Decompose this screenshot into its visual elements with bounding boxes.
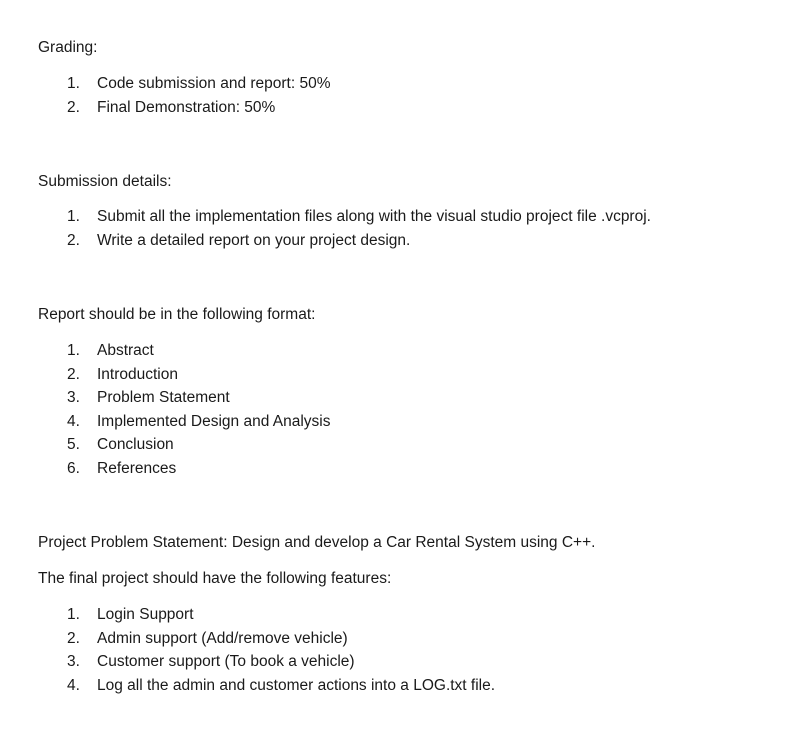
grading-list [67,74,331,121]
list-number: 1. [67,75,80,92]
list-text: Customer support (To book a vehicle) [97,653,355,671]
report-format-heading: Report should be in the following format: [38,306,316,323]
list-number: 5. [67,436,80,454]
list-item [67,341,331,365]
list-number: 2. [67,98,80,116]
list-item [67,388,331,412]
list-text: Write a detailed report on your project design. [97,231,411,249]
list-item [67,605,495,629]
list-text: Code submission and report: 50% [97,75,331,92]
list-number: 1. [67,606,80,623]
list-text: Submit all the implementation files along with the visual studio project file .vcproj. [97,208,651,225]
list-item [67,629,495,653]
project-problem-statement: Project Problem Statement: Design and develop a Car Rental System using C++. [38,534,596,551]
features-heading: The final project should have the following features: [38,570,392,587]
list-item [67,676,495,700]
list-number: 2. [67,231,80,249]
list-text: Log all the admin and customer actions into a LOG.txt file. [97,676,496,694]
list-item [67,435,331,459]
list-text: References [97,459,177,477]
grading-heading: Grading: [38,39,98,56]
list-item [67,74,331,98]
list-text: Abstract [97,342,154,359]
list-number: 2. [67,629,80,647]
list-number: 2. [67,365,80,383]
list-number: 3. [67,389,80,407]
submission-heading: Submission details: [38,173,172,190]
list-item [67,98,331,122]
report-format-list [67,341,331,483]
list-text: Login Support [97,606,194,623]
list-number: 4. [67,412,80,430]
list-item [67,231,651,255]
list-text: Admin support (Add/remove vehicle) [97,629,348,647]
list-number: 6. [67,459,80,477]
list-text: Final Demonstration: 50% [97,98,276,116]
list-number: 1. [67,342,80,359]
list-number: 1. [67,208,80,225]
list-text: Introduction [97,365,178,383]
list-text: Conclusion [97,436,174,454]
list-text: Problem Statement [97,389,230,407]
features-list [67,605,495,699]
list-item [67,652,495,676]
list-number: 4. [67,676,80,694]
list-item [67,459,331,483]
submission-list [67,207,651,254]
list-item [67,412,331,436]
list-number: 3. [67,653,80,671]
list-item [67,365,331,389]
list-item [67,207,651,231]
list-text: Implemented Design and Analysis [97,412,331,430]
